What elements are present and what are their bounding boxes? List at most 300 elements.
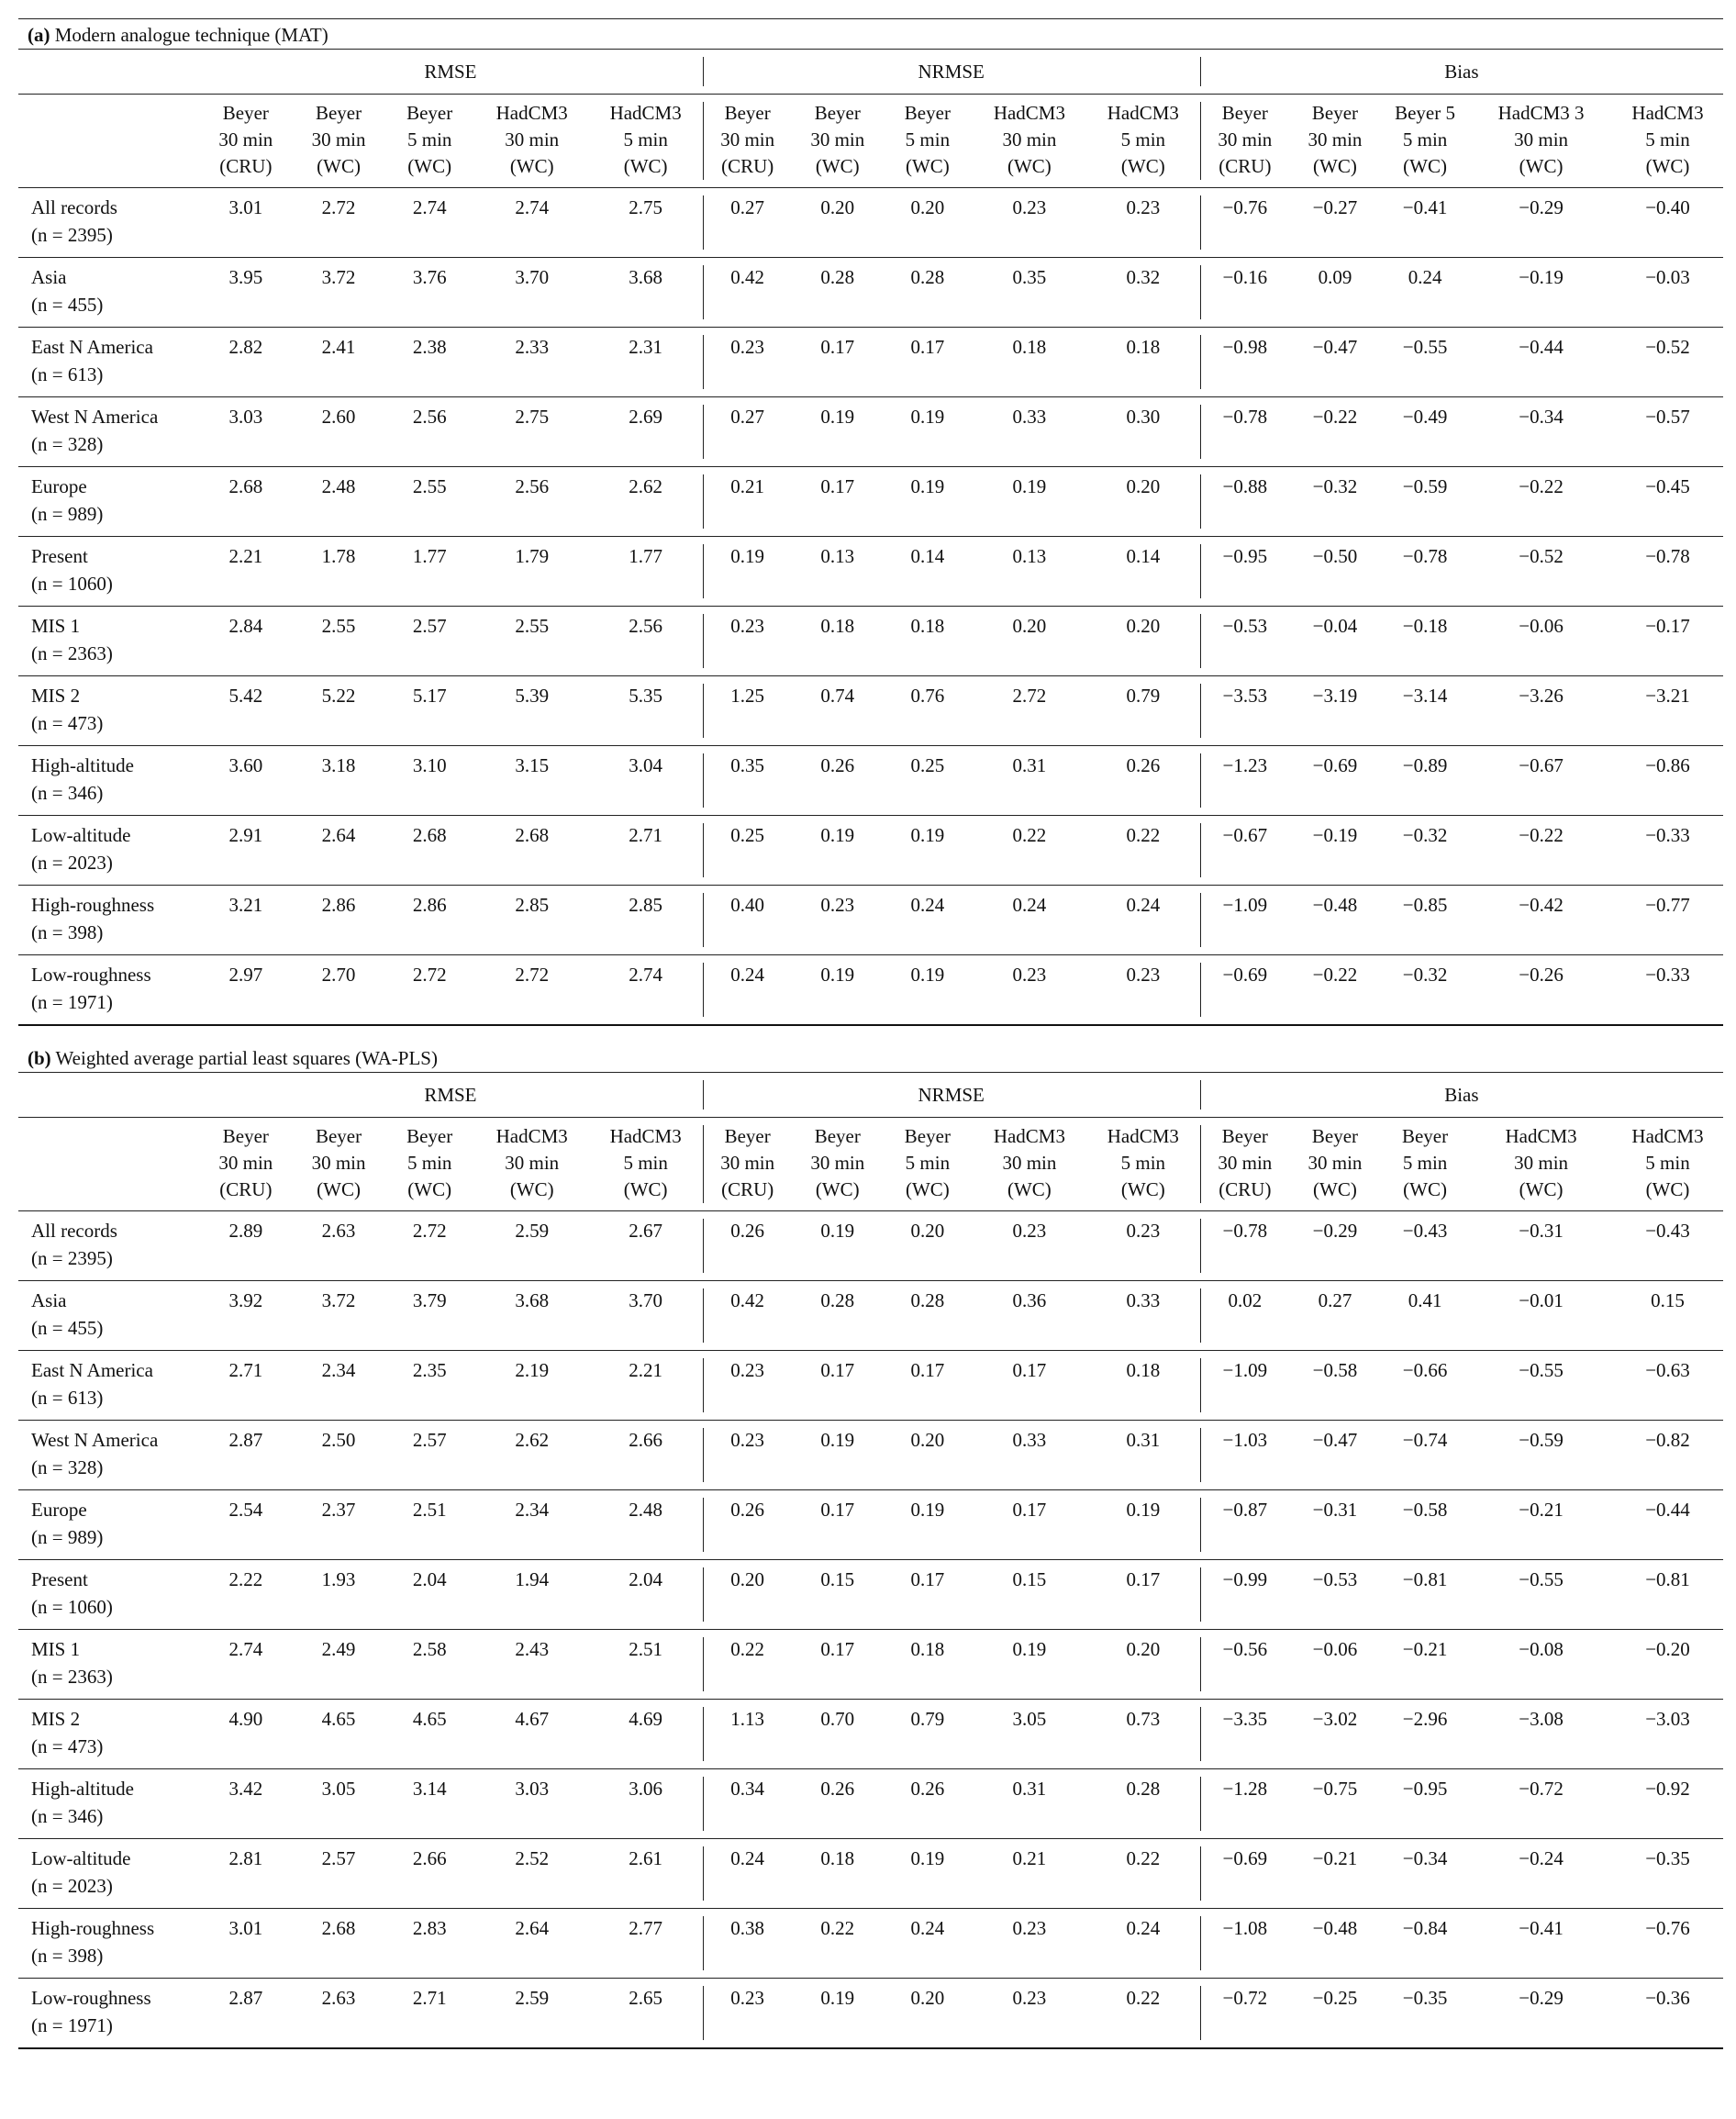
row-label <box>18 537 198 607</box>
group-header-nrmse: NRMSE <box>703 1073 1200 1118</box>
table-cell: 0.28 <box>1086 1769 1200 1839</box>
table-cell: 2.74 <box>384 188 475 258</box>
table-cell: 0.22 <box>703 1630 793 1700</box>
column-header <box>703 95 793 188</box>
row-count: (n = 2363) <box>31 642 113 664</box>
column-header-line: 5 min <box>1645 1152 1690 1174</box>
table-cell: 0.42 <box>703 1281 793 1351</box>
table-cell: −1.09 <box>1200 886 1290 955</box>
column-header-line: Beyer <box>1311 1125 1359 1147</box>
table-cell: 0.36 <box>973 1281 1086 1351</box>
row-count: (n = 455) <box>31 294 104 316</box>
table-cell: −0.59 <box>1380 467 1470 537</box>
column-header <box>1612 95 1723 188</box>
table-cell: 2.48 <box>293 467 384 537</box>
column-header-line: (WC) <box>317 155 361 177</box>
table-cell: 3.79 <box>384 1281 475 1351</box>
table-cell: −0.82 <box>1612 1421 1723 1490</box>
column-header-line: 30 min <box>810 128 865 151</box>
column-header-line: 30 min <box>505 128 560 151</box>
row-label <box>18 467 198 537</box>
row-name: Asia <box>31 1289 67 1311</box>
table-cell: −0.44 <box>1612 1490 1723 1560</box>
table-cell: 4.69 <box>589 1700 703 1769</box>
row-label <box>18 1211 198 1281</box>
row-name: Low-roughness <box>31 1987 151 2009</box>
column-header <box>793 1118 883 1211</box>
table-cell: −1.03 <box>1200 1421 1290 1490</box>
table-row <box>18 1839 1723 1909</box>
column-header-line: (WC) <box>905 155 950 177</box>
column-header <box>1086 95 1200 188</box>
table-cell: 4.65 <box>384 1700 475 1769</box>
row-count: (n = 2023) <box>31 852 113 874</box>
column-header-line: Beyer 5 <box>1395 102 1456 124</box>
table-cell: −0.75 <box>1290 1769 1380 1839</box>
table-cell: 0.30 <box>1086 397 1200 467</box>
table-cell: 1.93 <box>293 1560 384 1630</box>
table-cell: −1.28 <box>1200 1769 1290 1839</box>
table-cell: 2.56 <box>589 607 703 676</box>
data-table <box>18 1072 1723 2049</box>
table-cell: 0.20 <box>1086 1630 1200 1700</box>
table-cell: 4.65 <box>293 1700 384 1769</box>
table-cell: −0.78 <box>1612 537 1723 607</box>
table-cell: −0.47 <box>1290 328 1380 397</box>
row-count: (n = 2363) <box>31 1666 113 1688</box>
table-cell: 2.85 <box>589 886 703 955</box>
table-cell: 2.50 <box>293 1421 384 1490</box>
table-cell: −0.24 <box>1470 1839 1612 1909</box>
table-cell: 0.33 <box>1086 1281 1200 1351</box>
table-cell: −0.41 <box>1380 188 1470 258</box>
table-cell: 0.17 <box>1086 1560 1200 1630</box>
column-header-line: 5 min <box>1645 128 1690 151</box>
column-header-line: (WC) <box>623 1178 668 1200</box>
table-cell: −0.17 <box>1612 607 1723 676</box>
table-cell: 0.79 <box>883 1700 973 1769</box>
table-cell: −0.86 <box>1612 746 1723 816</box>
column-header-line: HadCM3 <box>609 1125 682 1147</box>
table-cell: 0.15 <box>1612 1281 1723 1351</box>
table-cell: −0.31 <box>1290 1490 1380 1560</box>
column-header-line: (CRU) <box>219 155 273 177</box>
table-cell: −0.48 <box>1290 1909 1380 1979</box>
table-cell: 0.34 <box>703 1769 793 1839</box>
table-cell: 3.03 <box>198 397 293 467</box>
row-label <box>18 1630 198 1700</box>
row-name: All records <box>31 196 117 218</box>
section-title <box>18 19 1723 49</box>
row-label <box>18 1560 198 1630</box>
table-cell: 0.28 <box>793 1281 883 1351</box>
table-cell: 3.68 <box>475 1281 589 1351</box>
table-cell: −0.18 <box>1380 607 1470 676</box>
table-cell: −0.74 <box>1380 1421 1470 1490</box>
table-cell: 0.74 <box>793 676 883 746</box>
table-cell: −0.77 <box>1612 886 1723 955</box>
table-cell: 0.41 <box>1380 1281 1470 1351</box>
table-cell: −0.53 <box>1290 1560 1380 1630</box>
row-name: High-altitude <box>31 754 134 776</box>
table-row <box>18 1769 1723 1839</box>
table-cell: −0.84 <box>1380 1909 1470 1979</box>
table-cell: 0.42 <box>703 258 793 328</box>
table-cell: −0.69 <box>1200 1839 1290 1909</box>
table-cell: 0.24 <box>883 1909 973 1979</box>
column-header-line: Beyer <box>724 1125 771 1147</box>
table-cell: −0.56 <box>1200 1630 1290 1700</box>
table-cell: 2.72 <box>293 188 384 258</box>
table-cell: −1.08 <box>1200 1909 1290 1979</box>
table-cell: 3.01 <box>198 1909 293 1979</box>
table-cell: −0.76 <box>1200 188 1290 258</box>
row-name: Present <box>31 1568 88 1590</box>
row-label <box>18 1351 198 1421</box>
table-cell: 0.23 <box>793 886 883 955</box>
row-name: Low-roughness <box>31 964 151 986</box>
table-cell: −0.43 <box>1612 1211 1723 1281</box>
column-header-line: Beyer <box>904 102 951 124</box>
table-cell: 0.18 <box>883 607 973 676</box>
table-cell: −0.72 <box>1200 1979 1290 2049</box>
table-cell: 2.68 <box>475 816 589 886</box>
table-cell: 1.77 <box>589 537 703 607</box>
table-cell: 0.73 <box>1086 1700 1200 1769</box>
row-name: Europe <box>31 475 87 497</box>
row-label <box>18 955 198 1026</box>
table-row <box>18 1421 1723 1490</box>
table-cell: −0.21 <box>1290 1839 1380 1909</box>
table-cell: 2.41 <box>293 328 384 397</box>
table-cell: 0.18 <box>1086 1351 1200 1421</box>
row-count: (n = 328) <box>31 433 104 455</box>
table-cell: −0.40 <box>1612 188 1723 258</box>
table-cell: 0.19 <box>793 955 883 1026</box>
table-cell: 0.17 <box>793 1351 883 1421</box>
table-cell: 0.26 <box>793 1769 883 1839</box>
table-cell: 0.20 <box>973 607 1086 676</box>
table-cell: 0.40 <box>703 886 793 955</box>
table-cell: −0.32 <box>1380 955 1470 1026</box>
table-cell: −0.99 <box>1200 1560 1290 1630</box>
column-header-line: 5 min <box>1120 128 1166 151</box>
row-count: (n = 1060) <box>31 1596 113 1618</box>
table-cell: −0.87 <box>1200 1490 1290 1560</box>
section-title-text: Weighted average partial least squares (WA-PLS) <box>55 1047 438 1069</box>
column-header <box>1380 1118 1470 1211</box>
table-cell: 2.34 <box>293 1351 384 1421</box>
table-cell: −3.21 <box>1612 676 1723 746</box>
table-cell: 2.62 <box>589 467 703 537</box>
table-cell: 2.57 <box>384 607 475 676</box>
table-cell: −0.78 <box>1200 1211 1290 1281</box>
table-cell: −0.57 <box>1612 397 1723 467</box>
table-cell: −0.55 <box>1380 328 1470 397</box>
group-header-row <box>18 50 1723 95</box>
table-row <box>18 746 1723 816</box>
table-cell: 0.23 <box>703 1979 793 2049</box>
table-cell: −0.58 <box>1290 1351 1380 1421</box>
table-row <box>18 1700 1723 1769</box>
column-header-blank <box>18 95 198 188</box>
column-header-line: 5 min <box>1402 1152 1448 1174</box>
table-cell: 2.82 <box>198 328 293 397</box>
table-cell: 0.25 <box>883 746 973 816</box>
table-cell: 0.23 <box>973 955 1086 1026</box>
table-cell: 2.21 <box>589 1351 703 1421</box>
row-label <box>18 816 198 886</box>
row-name: Asia <box>31 266 67 288</box>
table-cell: −3.53 <box>1200 676 1290 746</box>
table-cell: −0.47 <box>1290 1421 1380 1490</box>
table-cell: 2.86 <box>384 886 475 955</box>
column-header-line: HadCM3 3 <box>1497 102 1585 124</box>
column-header <box>293 1118 384 1211</box>
table-cell: −0.32 <box>1290 467 1380 537</box>
table-cell: −0.55 <box>1470 1351 1612 1421</box>
table-cell: 0.20 <box>883 1211 973 1281</box>
row-count: (n = 455) <box>31 1317 104 1339</box>
table-cell: 0.17 <box>973 1351 1086 1421</box>
table-cell: 0.14 <box>883 537 973 607</box>
column-header-line: (WC) <box>509 155 554 177</box>
table-cell: −0.42 <box>1470 886 1612 955</box>
table-cell: −0.01 <box>1470 1281 1612 1351</box>
column-header-line: 30 min <box>810 1152 865 1174</box>
row-label <box>18 1909 198 1979</box>
table-row <box>18 467 1723 537</box>
column-header-line: (CRU) <box>1219 155 1272 177</box>
table-cell: 0.26 <box>883 1769 973 1839</box>
row-name: MIS 2 <box>31 1708 81 1730</box>
table-cell: −0.45 <box>1612 467 1723 537</box>
column-header-line: HadCM3 <box>1107 1125 1179 1147</box>
table-cell: −0.50 <box>1290 537 1380 607</box>
table-cell: −0.52 <box>1612 328 1723 397</box>
table-cell: −0.72 <box>1470 1769 1612 1839</box>
table-cell: 0.20 <box>883 188 973 258</box>
table-cell: 2.64 <box>293 816 384 886</box>
table-cell: 1.25 <box>703 676 793 746</box>
table-cell: 2.81 <box>198 1839 293 1909</box>
table-cell: 2.56 <box>475 467 589 537</box>
row-count: (n = 1971) <box>31 2014 113 2036</box>
row-label <box>18 1421 198 1490</box>
table-cell: −0.21 <box>1470 1490 1612 1560</box>
table-cell: −0.63 <box>1612 1351 1723 1421</box>
column-header-line: 5 min <box>1402 128 1448 151</box>
column-header-line: 30 min <box>720 128 775 151</box>
table-cell: 2.64 <box>475 1909 589 1979</box>
table-cell: 0.22 <box>1086 1979 1200 2049</box>
column-header-line: (CRU) <box>721 1178 774 1200</box>
column-header-line: HadCM3 <box>1107 102 1179 124</box>
section-title <box>18 1043 1723 1072</box>
table-cell: 2.68 <box>198 467 293 537</box>
table-cell: −0.76 <box>1612 1909 1723 1979</box>
table-cell: −0.31 <box>1470 1211 1612 1281</box>
table-cell: −0.33 <box>1612 955 1723 1026</box>
table-row <box>18 886 1723 955</box>
row-count: (n = 2023) <box>31 1875 113 1897</box>
table-cell: −0.66 <box>1380 1351 1470 1421</box>
row-name: West N America <box>31 1429 159 1451</box>
column-header <box>475 95 589 188</box>
column-header-line: HadCM3 <box>993 102 1065 124</box>
table-cell: 3.04 <box>589 746 703 816</box>
column-header-line: 30 min <box>218 128 273 151</box>
table-cell: 3.21 <box>198 886 293 955</box>
table-cell: 0.24 <box>703 955 793 1026</box>
table-cell: −0.67 <box>1470 746 1612 816</box>
row-count: (n = 473) <box>31 1735 104 1757</box>
results-table-page <box>18 18 1723 2049</box>
column-header-line: (CRU) <box>219 1178 273 1200</box>
row-count: (n = 613) <box>31 363 104 385</box>
table-cell: 0.17 <box>883 1560 973 1630</box>
column-header-line: (WC) <box>1313 155 1357 177</box>
table-cell: 2.33 <box>475 328 589 397</box>
table-cell: −0.33 <box>1612 816 1723 886</box>
table-cell: 3.01 <box>198 188 293 258</box>
group-header-bias: Bias <box>1200 50 1723 95</box>
table-cell: 0.22 <box>1086 1839 1200 1909</box>
column-header <box>1470 1118 1612 1211</box>
column-header <box>1380 95 1470 188</box>
row-name: High-roughness <box>31 1917 155 1939</box>
table-cell: 0.19 <box>793 816 883 886</box>
column-header-line: Beyer <box>814 1125 861 1147</box>
table-cell: 0.17 <box>883 1351 973 1421</box>
table-cell: 2.66 <box>589 1421 703 1490</box>
table-cell: 2.52 <box>475 1839 589 1909</box>
column-header-line: Beyer <box>724 102 771 124</box>
table-cell: −0.32 <box>1380 816 1470 886</box>
table-cell: −0.81 <box>1612 1560 1723 1630</box>
column-header-line: (WC) <box>1403 155 1447 177</box>
table-cell: 0.28 <box>883 258 973 328</box>
table-cell: −0.59 <box>1470 1421 1612 1490</box>
table-cell: −0.43 <box>1380 1211 1470 1281</box>
row-label <box>18 607 198 676</box>
table-cell: 2.86 <box>293 886 384 955</box>
table-cell: −0.95 <box>1380 1769 1470 1839</box>
table-cell: 1.78 <box>293 537 384 607</box>
table-cell: 0.21 <box>973 1839 1086 1909</box>
row-label <box>18 1490 198 1560</box>
table-row <box>18 1351 1723 1421</box>
table-cell: 2.72 <box>384 1211 475 1281</box>
table-cell: 2.72 <box>475 955 589 1026</box>
table-cell: 2.66 <box>384 1839 475 1909</box>
table-cell: 2.22 <box>198 1560 293 1630</box>
table-cell: −0.98 <box>1200 328 1290 397</box>
column-header <box>973 1118 1086 1211</box>
table-cell: 2.83 <box>384 1909 475 1979</box>
column-header-line: (WC) <box>1645 1178 1690 1200</box>
table-cell: 0.17 <box>883 328 973 397</box>
table-cell: 3.14 <box>384 1769 475 1839</box>
table-row <box>18 1490 1723 1560</box>
table-cell: 3.10 <box>384 746 475 816</box>
column-header-line: HadCM3 <box>993 1125 1065 1147</box>
table-cell: −0.16 <box>1200 258 1290 328</box>
column-header-line: Beyer <box>315 1125 362 1147</box>
column-header <box>1200 1118 1290 1211</box>
column-header <box>1470 95 1612 188</box>
table-cell: 0.19 <box>703 537 793 607</box>
table-cell: 0.33 <box>973 1421 1086 1490</box>
column-header-line: (WC) <box>407 155 452 177</box>
row-count: (n = 398) <box>31 1945 104 1967</box>
table-cell: 0.32 <box>1086 258 1200 328</box>
table-cell: 3.72 <box>293 258 384 328</box>
table-cell: 0.18 <box>973 328 1086 397</box>
table-cell: 2.63 <box>293 1211 384 1281</box>
table-cell: 0.02 <box>1200 1281 1290 1351</box>
table-cell: 3.06 <box>589 1769 703 1839</box>
table-cell: −0.22 <box>1290 955 1380 1026</box>
table-cell: −0.53 <box>1200 607 1290 676</box>
table-cell: −0.29 <box>1470 1979 1612 2049</box>
column-header-line: Beyer <box>406 1125 453 1147</box>
table-cell: 0.19 <box>793 1211 883 1281</box>
table-cell: 0.24 <box>1380 258 1470 328</box>
table-cell: 3.70 <box>589 1281 703 1351</box>
column-header-line: 5 min <box>406 128 452 151</box>
table-cell: 2.55 <box>475 607 589 676</box>
column-header-line: 30 min <box>1218 128 1273 151</box>
section-gap <box>18 1026 1723 1043</box>
table-cell: 2.74 <box>198 1630 293 1700</box>
table-cell: 3.03 <box>475 1769 589 1839</box>
table-cell: 0.24 <box>1086 1909 1200 1979</box>
table-cell: 0.24 <box>883 886 973 955</box>
table-cell: 0.22 <box>1086 816 1200 886</box>
row-name: East N America <box>31 336 153 358</box>
table-cell: −0.25 <box>1290 1979 1380 2049</box>
table-cell: 3.76 <box>384 258 475 328</box>
row-label <box>18 1979 198 2049</box>
row-count: (n = 328) <box>31 1456 104 1478</box>
group-header-rmse: RMSE <box>198 50 702 95</box>
table-cell: 3.05 <box>293 1769 384 1839</box>
column-header <box>589 1118 703 1211</box>
table-row <box>18 258 1723 328</box>
table-cell: −0.19 <box>1290 816 1380 886</box>
table-cell: 2.54 <box>198 1490 293 1560</box>
table-cell: −3.26 <box>1470 676 1612 746</box>
table-row <box>18 188 1723 258</box>
table-cell: 2.04 <box>384 1560 475 1630</box>
table-cell: 0.14 <box>1086 537 1200 607</box>
column-header-line: (WC) <box>905 1178 950 1200</box>
table-row <box>18 676 1723 746</box>
table-cell: −0.21 <box>1380 1630 1470 1700</box>
table-cell: 0.18 <box>793 1839 883 1909</box>
table-cell: 0.76 <box>883 676 973 746</box>
table-cell: 0.38 <box>703 1909 793 1979</box>
column-header-line: (CRU) <box>1219 1178 1272 1200</box>
table-cell: 2.31 <box>589 328 703 397</box>
column-header <box>475 1118 589 1211</box>
column-header-line: 5 min <box>623 1152 668 1174</box>
table-cell: 0.26 <box>793 746 883 816</box>
table-cell: 0.19 <box>883 955 973 1026</box>
row-label <box>18 258 198 328</box>
table-cell: 0.15 <box>793 1560 883 1630</box>
